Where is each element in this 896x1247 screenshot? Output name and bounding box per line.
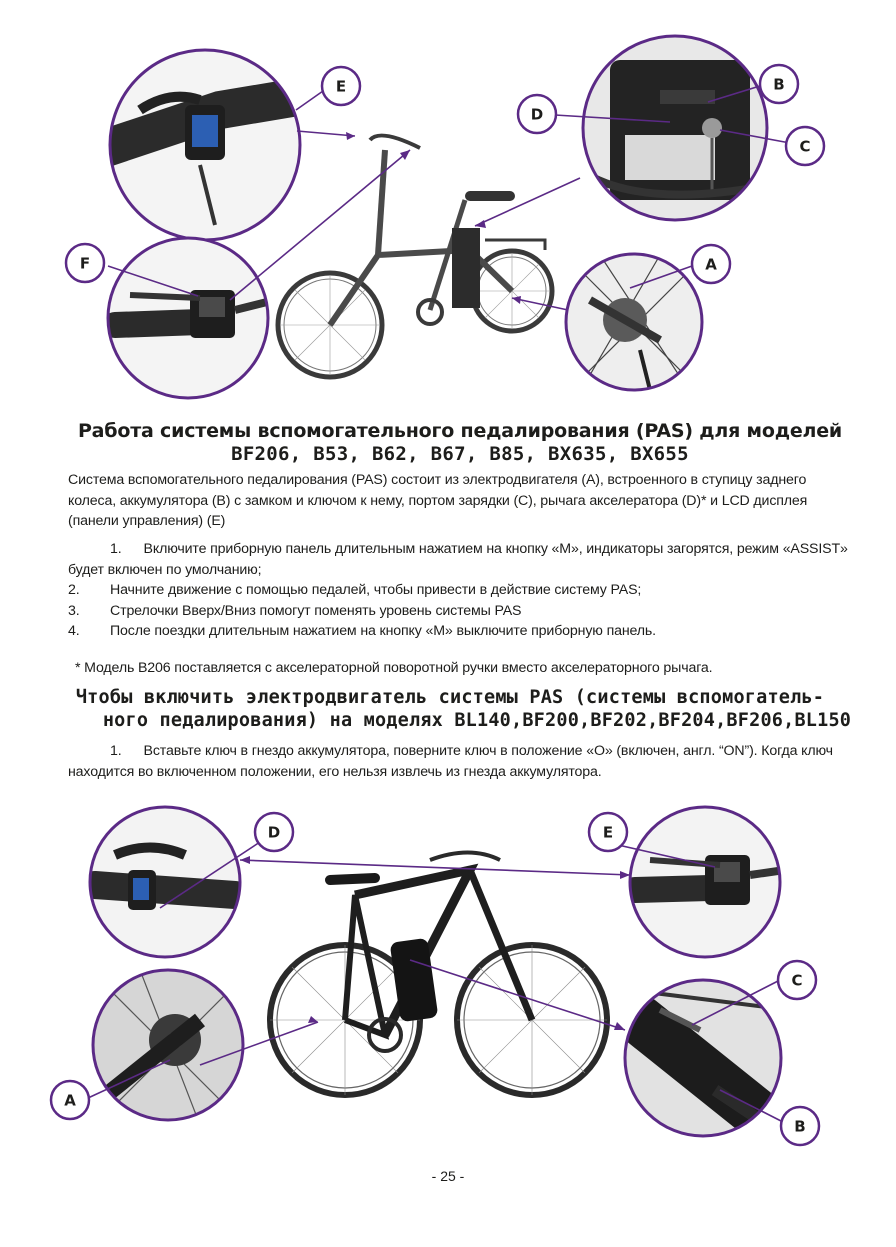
step-text: После поездки длительным нажатием на кнопку «M» выключите приборную панель.: [110, 623, 656, 639]
callout-e-bottom: [589, 813, 627, 851]
callout-a: [692, 245, 730, 283]
section2-title-line1: Чтобы включить электродвигатель системы PAS (системы вспомогатель-: [75, 687, 825, 708]
list-item: [68, 621, 858, 642]
callout-d-bottom: [255, 813, 293, 851]
callout-a-bottom: [51, 1081, 89, 1119]
zoom-circle-b: [580, 35, 770, 225]
mountain-bike-illustration: [270, 853, 607, 1096]
section1-steps: [68, 539, 858, 642]
step-number: 1.: [110, 743, 122, 759]
callout-e: [322, 67, 360, 105]
zoom-circle-c-bottom: [622, 978, 790, 1140]
section2-title-line2: ного педалирования) на моделях BL140,BF200,BF202,BF204,BF206,BL150: [102, 710, 852, 731]
callout-b-label: B: [773, 75, 785, 94]
callout-a-bottom-label: A: [64, 1091, 76, 1110]
step-text: Начните движение с помощью педалей, чтобы привести в действие систему PAS;: [110, 582, 642, 598]
step-number: 3.: [68, 602, 80, 619]
section1-heading: [60, 420, 860, 466]
step-number: 1.: [110, 541, 122, 557]
callout-c: [786, 127, 824, 165]
callout-b-bottom-label: B: [794, 1117, 806, 1136]
step-number: 4.: [68, 623, 80, 639]
section1-intro: Система вспомогательного педалирования (PAS) состоит из электродвигателя (A), встроенного в ступицу заднего колеса, аккумулятора (B) с замком и ключом к нему, портом зарядки (C), рычага акселератора (D)* и LCD дисплея (панели управления) (E): [68, 472, 808, 529]
zoom-circle-a-bottom: [92, 970, 247, 1125]
step-text: Включите приборную панель длительным нажатием на кнопку «M», индикаторы загорятся, режим «ASSIST» будет включен по умолчанию;: [68, 541, 848, 578]
callout-a-label: A: [705, 255, 717, 274]
step-text: Стрелочки Вверх/Вниз помогут поменять уровень системы PAS: [110, 602, 522, 619]
step-text: Вставьте ключ в гнездо аккумулятора, поверните ключ в положение «O» (включен, англ. “ON”). Когда ключ находится во включенном положении, его нельзя извлечь из гнезда аккумулятора.: [68, 743, 833, 780]
callout-d: [518, 95, 556, 133]
callout-c-bottom: [778, 961, 816, 999]
list-item: [68, 601, 858, 622]
section2-steps: [68, 741, 858, 782]
zoom-circle-f: [105, 235, 275, 405]
list-item: [68, 741, 858, 782]
callout-e-bottom-label: E: [602, 823, 614, 842]
callout-e-label: E: [335, 77, 347, 96]
callout-b-bottom: [781, 1107, 819, 1145]
callout-f-label: F: [79, 254, 91, 273]
callout-c-bottom-label: C: [791, 971, 803, 990]
list-item: [68, 539, 858, 580]
bottom-figure-mountain-bike: [0, 800, 896, 1160]
zoom-circle-d: [88, 805, 243, 960]
section1-footnote: * Модель B206 поставляется с акселераторной поворотной ручки вместо акселераторного рычага.: [75, 660, 713, 676]
callout-d-bottom-label: D: [267, 823, 281, 842]
callout-d-label: D: [530, 105, 544, 124]
zoom-circle-a: [564, 252, 704, 392]
callout-c-label: C: [799, 137, 811, 156]
top-figure-folding-bike: [0, 0, 896, 408]
callout-f: [66, 244, 104, 282]
section1-title: Работа системы вспомогательного педалирования (PAS) для моделей: [77, 420, 843, 442]
page-number: - 25 -: [431, 1168, 465, 1184]
zoom-circle-e-bottom: [628, 805, 785, 960]
list-item: [68, 580, 858, 601]
folding-bike-illustration: [278, 136, 552, 378]
section2-heading: [40, 686, 860, 732]
section1-models: BF206, B53, B62, B67, B85, BX635, BX655: [231, 443, 689, 465]
step-number: 2.: [68, 582, 80, 598]
zoom-circle-e: [100, 40, 310, 250]
callout-b: [760, 65, 798, 103]
